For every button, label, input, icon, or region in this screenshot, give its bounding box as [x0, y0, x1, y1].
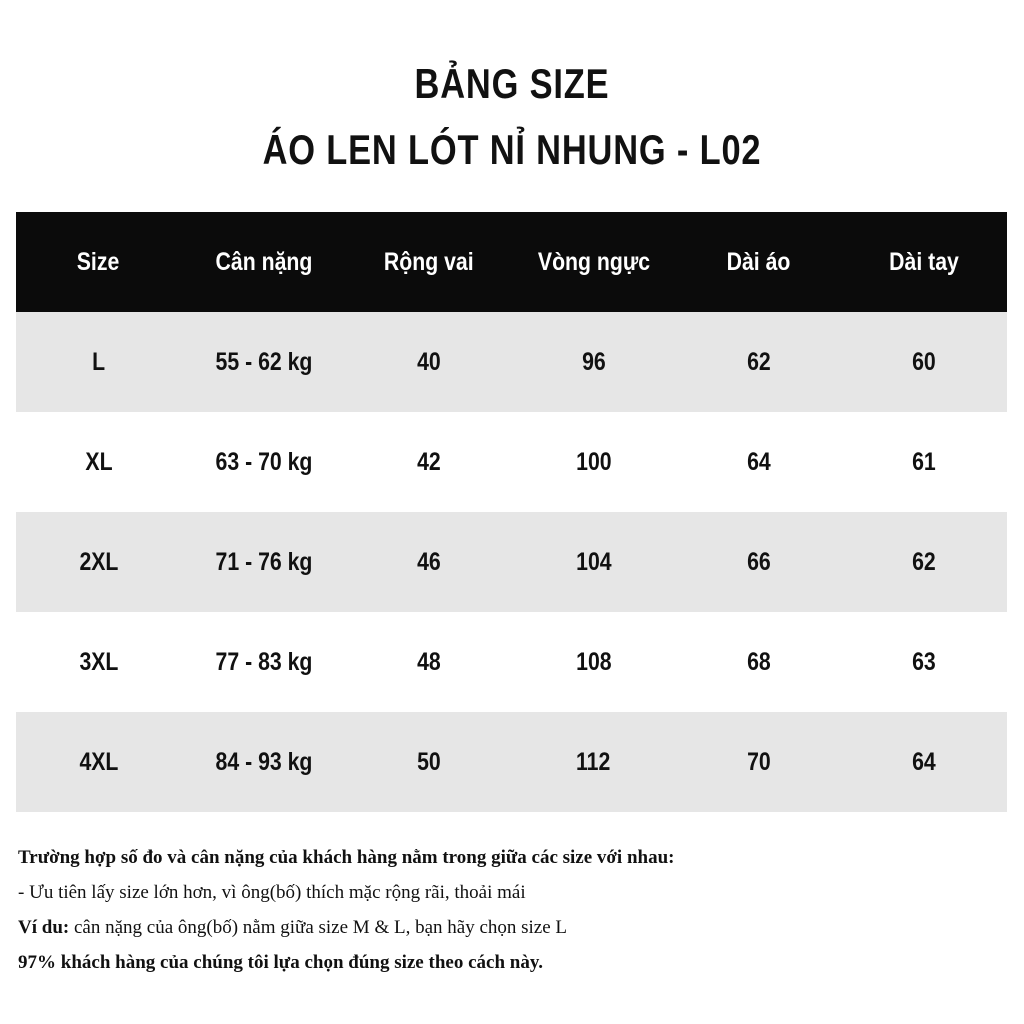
header-weight: Cân nặng — [181, 212, 346, 312]
table-row — [16, 612, 1007, 712]
cell-chest: 100 — [511, 412, 676, 512]
cell-weight: 63 - 70 kg — [181, 412, 346, 512]
table-row — [16, 512, 1007, 612]
cell-weight: 84 - 93 kg — [181, 712, 346, 812]
cell-sleeve: 64 — [841, 712, 1007, 812]
cell-shoulder-width: 50 — [346, 712, 511, 812]
header-length: Dài áo — [676, 212, 841, 312]
cell-size: L — [16, 312, 181, 412]
size-table — [16, 212, 1007, 812]
table-row — [16, 312, 1007, 412]
note-advice: - Ưu tiên lấy size lớn hơn, vì ông(bố) thích mặc rộng rãi, thoải mái — [18, 882, 526, 903]
cell-chest: 104 — [511, 512, 676, 612]
cell-length: 62 — [676, 312, 841, 412]
table-row — [16, 412, 1007, 512]
cell-chest: 108 — [511, 612, 676, 712]
size-notes — [18, 840, 1008, 980]
note-example — [18, 910, 1008, 945]
cell-shoulder-width: 42 — [346, 412, 511, 512]
cell-chest: 96 — [511, 312, 676, 412]
note-statistic: 97% khách hàng của chúng tôi lựa chọn đúng size theo cách này. — [18, 952, 544, 973]
cell-shoulder-width: 48 — [346, 612, 511, 712]
cell-sleeve: 60 — [841, 312, 1007, 412]
cell-shoulder-width: 46 — [346, 512, 511, 612]
table-header-row — [16, 212, 1007, 312]
cell-size: XL — [16, 412, 181, 512]
cell-length: 70 — [676, 712, 841, 812]
cell-length: 68 — [676, 612, 841, 712]
chart-title: BẢNG SIZE — [414, 60, 610, 107]
cell-length: 66 — [676, 512, 841, 612]
cell-sleeve: 62 — [841, 512, 1007, 612]
cell-weight: 55 - 62 kg — [181, 312, 346, 412]
cell-size: 4XL — [16, 712, 181, 812]
cell-weight: 77 - 83 kg — [181, 612, 346, 712]
header-shoulder-width: Rộng vai — [346, 212, 511, 312]
header-sleeve: Dài tay — [841, 212, 1007, 312]
note-intro: Trường hợp số đo và cân nặng của khách hàng nằm trong giữa các size với nhau: — [18, 847, 675, 868]
cell-weight: 71 - 76 kg — [181, 512, 346, 612]
cell-sleeve: 61 — [841, 412, 1007, 512]
note-example-text: cân nặng của ông(bố) nằm giữa size M & L, bạn hãy chọn size L — [69, 917, 568, 938]
header-size: Size — [16, 212, 181, 312]
cell-chest: 112 — [511, 712, 676, 812]
table-row — [16, 712, 1007, 812]
header-chest: Vòng ngực — [511, 212, 676, 312]
cell-shoulder-width: 40 — [346, 312, 511, 412]
product-title: ÁO LEN LÓT NỈ NHUNG - L02 — [262, 126, 762, 173]
cell-sleeve: 63 — [841, 612, 1007, 712]
cell-length: 64 — [676, 412, 841, 512]
cell-size: 2XL — [16, 512, 181, 612]
note-example-label: Ví du: — [18, 917, 70, 938]
cell-size: 3XL — [16, 612, 181, 712]
